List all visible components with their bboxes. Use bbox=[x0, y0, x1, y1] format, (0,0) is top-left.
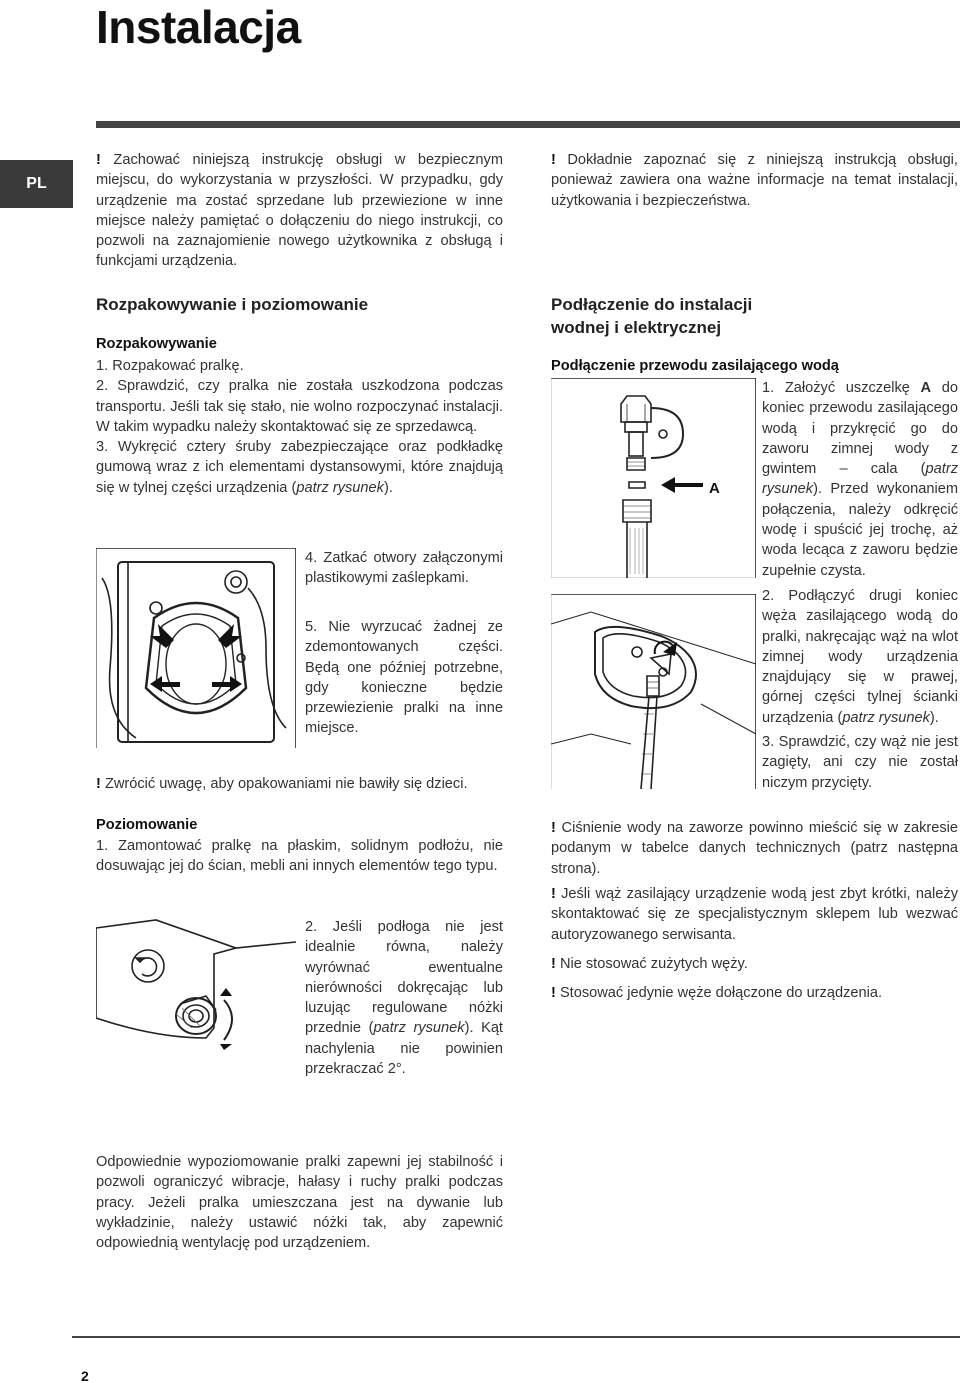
left-intro bbox=[96, 150, 503, 272]
level-step-2-text-a: 2. Jeśli podłoga nie jest idealnie równa, należy wyrównać ewentualne nierówności dokręcając lub luzując regulowane nóżki przednie ( bbox=[305, 919, 503, 1037]
language-tab: PL bbox=[0, 160, 73, 208]
close-paren: ). bbox=[383, 479, 393, 496]
page-title: Instalacja bbox=[96, 1, 301, 53]
water-step-2 bbox=[762, 586, 958, 728]
gasket-ref: A bbox=[920, 380, 932, 396]
children-warning bbox=[96, 774, 516, 794]
section-title-line-1: Podłączenie do instalacji bbox=[551, 295, 753, 314]
unpack-step-4: 4. Zatkać otwory załączonymi plastikowymi zaślepkami. bbox=[305, 550, 503, 587]
level-step-2 bbox=[305, 917, 503, 1079]
heading-water-hose: Podłączenie przewodu zasilającego wodą bbox=[551, 358, 839, 374]
level-summary: Odpowiednie wypoziomowanie pralki zapewni jej stabilność i pozwoli ograniczyć wibracje, hałasy i ruchy pralki podczas pracy. Jeżeli pralka umieszczana jest na dywanie lub wykładzinie, należy ustawić nóżki tak, aby zapewnić odpowiednią wentylację pod urządzeniem. bbox=[96, 1154, 503, 1252]
footer-rule bbox=[72, 1336, 960, 1338]
note-pressure-text: Ciśnienie wody na zaworze powinno mieścić się w zakresie podanym w tabelce danych technicznych (patrz następna strona). bbox=[551, 820, 958, 877]
warning-mark: ! bbox=[551, 956, 556, 972]
unpack-step-2: 2. Sprawdzić, czy pralka nie została uszkodzona podczas transportu. Jeśli tak się stało, nie wolno rozpoczynać instalacji. W takim wypadku należy skontaktować się ze sprzedawcą. bbox=[96, 378, 503, 435]
unpack-step-3-text: 3. Wykręcić cztery śruby zabezpieczające oraz podkładkę gumową wraz z ich elementami dystansowymi, które znajdują się w tylnej części urządzenia ( bbox=[96, 439, 503, 496]
warning-mark: ! bbox=[551, 985, 556, 1001]
level-step-2-text-b: ). Kąt nachylenia nie powinien przekraczać 2°. bbox=[305, 1020, 503, 1078]
right-intro-text: Dokładnie zapoznać się z niniejszą instrukcją obsługi, ponieważ zawiera ona ważne informacje na temat instalacji, użytkowania i bezpieczeństwa. bbox=[551, 152, 958, 209]
note-supplied-hoses bbox=[551, 983, 958, 1003]
warning-mark: ! bbox=[551, 886, 556, 902]
left-intro-text: Zachować niniejszą instrukcję obsługi w bezpiecznym miejscu, do wykorzystania w przyszłości. W przypadku, gdy urządzenie ma zostać sprzedane lub przewiezione w inne miejsce należy pamiętać o dołączeniu do niego instrukcji, co pozwoli na zaznajomienie nowego użytkownika z obsługą i funkcjami urządzenia. bbox=[96, 152, 503, 270]
section-title-line-2: wodnej i elektrycznej bbox=[551, 318, 722, 337]
water-step-2-text-a: 2. Podłączyć drugi koniec węża zasilającego wodą do pralki, nakręcając wąż na wlot zimnej wody urządzenia znajdujący się w prawej, górnej części tylnej ścianki urządzenia ( bbox=[762, 588, 958, 726]
note-short-hose bbox=[551, 884, 958, 945]
unpack-step-5: 5. Nie wyrzucać żadnej ze zdemontowanych części. Będą one później potrzebne, gdy konieczne będzie przewiezienie pralki na inne miejsce. bbox=[305, 619, 503, 737]
heading-leveling: Poziomowanie bbox=[96, 817, 198, 833]
see-figure-ref: patrz rysunek bbox=[296, 479, 384, 496]
water-step-1 bbox=[762, 378, 958, 581]
level-step-1: 1. Zamontować pralkę na płaskim, solidnym podłożu, nie dosuwając jej do ścian, mebli ani innych elementów tego typu. bbox=[96, 838, 503, 875]
note-pressure bbox=[551, 818, 958, 879]
note-used-hoses bbox=[551, 954, 958, 974]
section-title-connection bbox=[551, 293, 958, 339]
unpack-step-3 bbox=[96, 437, 503, 498]
see-figure-ref: patrz rysunek bbox=[762, 461, 958, 498]
unpack-steps bbox=[96, 356, 503, 498]
right-intro bbox=[551, 150, 958, 211]
warning-mark: ! bbox=[551, 820, 556, 836]
water-step-3: 3. Sprawdzić, czy wąż nie jest zagięty, ani czy nie został niczym przycięty. bbox=[762, 734, 958, 791]
children-warning-text: Zwrócić uwagę, aby opakowaniami nie bawiły się dzieci. bbox=[104, 776, 468, 792]
washer-rear-figure bbox=[96, 548, 296, 748]
see-figure-ref: patrz rysunek bbox=[373, 1020, 465, 1037]
see-figure-ref: patrz rysunek bbox=[842, 709, 930, 726]
tap-gasket-figure bbox=[551, 378, 756, 578]
washer-foot-figure bbox=[96, 918, 296, 1078]
hose-connection-figure bbox=[551, 594, 756, 789]
water-step-1-text-c: ). Przed wykonaniem połączenia, należy odkręcić wodę i spuścić jej trochę, aż woda lecąca z zaworu będzie zupełnie czysta. bbox=[762, 481, 958, 579]
note-short-hose-text: Jeśli wąż zasilający urządzenie wodą jest zbyt krótki, należy skontaktować się ze specjalistycznym sklepem lub wezwać autoryzowanego serwisanta. bbox=[551, 886, 958, 943]
page-number: 2 bbox=[81, 1368, 89, 1383]
note-used-hoses-text: Nie stosować zużytych węży. bbox=[559, 956, 748, 972]
note-supplied-hoses-text: Stosować jedynie węże dołączone do urządzenia. bbox=[559, 985, 883, 1001]
warning-mark: ! bbox=[96, 152, 101, 168]
unpack-step-1: 1. Rozpakować pralkę. bbox=[96, 358, 244, 374]
warning-mark: ! bbox=[551, 152, 556, 168]
header-rule bbox=[96, 121, 960, 128]
water-step-1-text-a: 1. Założyć uszczelkę bbox=[762, 380, 921, 396]
water-step-2-text-b: ). bbox=[929, 709, 939, 726]
gasket-label: A bbox=[709, 480, 720, 497]
warning-mark: ! bbox=[96, 776, 101, 792]
heading-unpacking: Rozpakowywanie bbox=[96, 336, 217, 352]
section-title-unpacking: Rozpakowywanie i poziomowanie bbox=[96, 295, 369, 314]
water-step-1-text-b: do koniec przewodu zasilającego wodą i przykręcić go do zaworu zimnej wody z gwintem – cala ( bbox=[762, 380, 958, 478]
